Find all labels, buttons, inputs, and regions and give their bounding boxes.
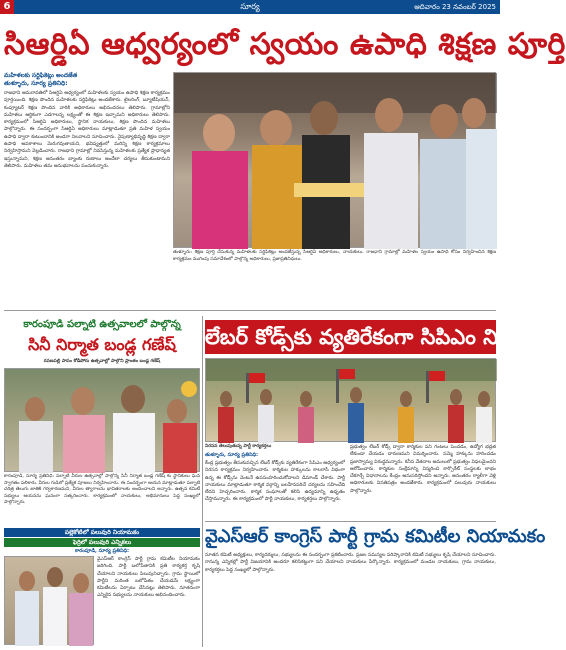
story1-dateline-1: మహిళలకు సర్టిఫికెట్లు అందజేత: [4, 72, 78, 79]
story2-headline-1: కారంపూడి పల్నాటి ఉత్సవాలలో పాల్గొన్న: [23, 319, 181, 330]
story1-photo: [173, 72, 496, 248]
newspaper-name: సూర్య: [240, 2, 260, 11]
story4-byline: కారంపూడి, సూర్య ప్రతినిధి:: [74, 548, 130, 554]
photo-protest-graphic: [206, 359, 497, 443]
story3-photo: [205, 358, 496, 442]
story2-headline-2: సినీ నిర్మాత బండ్ల గణేష్: [28, 335, 176, 354]
story4-subhead-2: ఫెర్రిలో పలువురి ఎన్నికలు: [4, 538, 200, 547]
section-divider: [205, 521, 496, 522]
story3-headline: లేబర్ కోడ్స్‌కు వ్యతిరేకంగా సిపిఎం నిరసన: [205, 320, 496, 354]
story2-photo: [4, 368, 200, 472]
story3-byline: తుళ్ళూరు, సూర్య ప్రతినిధి:: [205, 452, 259, 458]
story1-dateline-2: తుళ్ళూరు, సూర్య ప్రతినిధి:: [4, 80, 68, 87]
story2-subhead: రవణపల్లి పాపం కోడిపోరు ఉత్సవాల్లో పాల్గొని ప్రాంతం బండ్ల గణేష్: [43, 359, 161, 364]
story1-caption: తుళ్ళూరు: శిక్షణ పూర్తి చేసుకున్న మహిళలకు సర్టిఫికెట్లు అందజేస్తున్న సిఆర్డిఏ అధికారులు, నాయకులు. రాజధాని గ్రామాల్లో మహిళల స్వయం ఉపాధి కోసం నిర్వహించిన శిక్షణ కార్యక్రమం ముగింపు సమావేశంలో పాల్గొన్న అధికారులు, ప్రజాప్రతినిధులు.: [173, 250, 496, 262]
page-header: [0, 0, 500, 14]
page-number: 6: [0, 0, 14, 14]
story3-caption: నిరసన తెలుపుతున్న పార్టీ కార్యకర్తలు: [205, 444, 272, 449]
main-headline: సిఆర్డిఏ ఆధ్వర్యంలో స్వయం ఉపాధి శిక్షణ పూర్తి: [4, 27, 566, 62]
story4-body-left: వైఎస్ఆర్ కాంగ్రెస్ పార్టీ గ్రామ కమిటీల నియామకం జరిగింది. పార్టీ బలోపేతానికి ప్రతి కార్యకర్త కృషి చేయాలని నాయకులు పిలుపునిచ్చారు. గ్రామ స్థాయిలో పార్టీని మరింత బలోపేతం చేయడమే లక్ష్యంగా కమిటీలను ఏర్పాటు చేసినట్లు తెలిపారు. నూతనంగా ఎన్నికైన సభ్యులను నాయకులు అభినందించారు.: [97, 557, 200, 599]
story4-body-right: నూతన కమిటీ అధ్యక్షులు, కార్యదర్శులు, సభ్యులను ఈ సందర్భంగా ప్రకటించారు. ప్రజల సమస్యల పరిష్కారానికి కమిటీ సభ్యులు కృషి చేయాలని సూచించారు. రానున్న ఎన్నికల్లో పార్టీ విజయానికి అందరూ కలిసికట్టుగా పని చేయాలని నాయకులు పేర్కొన్నారు. కార్యక్రమంలో మండల నాయకులు, గ్రామ నాయకులు, కార్యకర్తలు పెద్ద సంఖ్యలో పాల్గొన్నారు.: [205, 553, 496, 573]
photo-people-graphic: [5, 557, 95, 646]
story4-headline: వైఎస్ఆర్ కాంగ్రెస్ పార్టీ గ్రామ కమిటీల నియామకం: [205, 526, 546, 547]
story2-caption: కారంపూడి, సూర్య ప్రతినిధి: పల్నాటి వీరుల ఉత్సవాల్లో పాల్గొన్న సినీ నిర్మాత బండ్ల గణేష్ కు స్థానికులు ఘన స్వాగతం పలికారు. వీరుల గుడిలో ప్రత్యేక పూజలు నిర్వహించారు. ఈ సందర్భంగా ఆయన మాట్లాడుతూ పల్నాటి చరిత్ర తెలుగు జాతికి గర్వకారణమని, వీరుల త్యాగాలను భావితరాలకు అందించాలని అన్నారు. ఉత్సవ కమిటీ సభ్యులు ఆయనను ఘనంగా సత్కరించారు. కార్యక్రమంలో నాయకులు, అభిమానులు పెద్ద సంఖ్యలో పాల్గొన్నారు.: [4, 474, 200, 506]
photo-people-graphic: [5, 369, 201, 473]
story3-body-right: ప్రభుత్వం లేబర్ కోడ్స్ ద్వారా కార్మికుల పని గంటలు పెంచడం, ఉద్యోగ భద్రత లేకుండా చేయడం దారుణమని విమర్శించారు. సమ్మె హక్కును హరించడం ప్రజాస్వామ్య విరుద్ధమన్నారు. కనీస వేతనాల అమలులో ప్రభుత్వం విఫలమైందని ఆరోపించారు. కార్మికుల సంక్షేమాన్ని విస్మరించి కార్పొరేట్ సంస్థలకు లాభం చేకూర్చే విధానాలను కేంద్రం అనుసరిస్తోందని అన్నారు. అనంతరం ర్యాలీగా వెళ్లి అధికారులకు వినతిపత్రం అందజేశారు. కార్యక్రమంలో పలువురు నాయకులు పాల్గొన్నారు.: [350, 445, 496, 494]
photo-people-graphic: [174, 73, 497, 249]
story4-subhead-1: పల్లెకోటిలో పలువురి నియామకం: [4, 528, 200, 537]
story3-body-left: కేంద్ర ప్రభుత్వం తీసుకువచ్చిన లేబర్ కోడ్స్‌కు వ్యతిరేకంగా సిపిఎం ఆధ్వర్యంలో నిరసన కార్యక్రమం నిర్వహించారు. కార్మికుల హక్కులను కాలరాసే విధంగా ఉన్న ఈ కోడ్స్‌ను వెంటనే ఉపసంహరించుకోవాలని డిమాండ్ చేశారు. పార్టీ నాయకులు మాట్లాడుతూ కార్మిక వర్గాన్ని బలహీనపరిచే చర్యలను సహించేది లేదని హెచ్చరించారు. కార్మిక సంఘాలతో కలిసి ఉద్యమాన్ని ఉధృతం చేస్తామన్నారు. ఈ కార్యక్రమంలో పార్టీ నాయకులు, కార్యకర్తలు పాల్గొన్నారు.: [205, 461, 345, 503]
section-divider: [4, 310, 496, 311]
story1-body: రాజధాని అమరావతిలో సిఆర్డిఏ ఆధ్వర్యంలో మహిళలకు స్వయం ఉపాధి శిక్షణ కార్యక్రమం పూర్తయింది. శిక్షణ పొందిన మహిళలకు సర్టిఫికెట్లు అందజేశారు. టైలరింగ్, బ్యూటీషియన్, కంప్యూటర్ శిక్షణ పొందిన వారికి అధికారులు అభినందనలు తెలిపారు. గ్రామాల్లోని మహిళలు ఆర్థికంగా ఎదగాలన్న లక్ష్యంతో ఈ శిక్షణ ఇచ్చామని అధికారులు తెలిపారు. కార్యక్రమంలో సిఆర్డిఏ అధికారులు, స్థానిక నాయకులు, శిక్షణ పొందిన మహిళలు పాల్గొన్నారు. ఈ సందర్భంగా సిఆర్డిఏ అధికారులు మాట్లాడుతూ ప్రతి మహిళ స్వయం ఉపాధి ద్వారా కుటుంబానికి అండగా నిలవాలని సూచించారు. నైపుణ్యాభివృద్ధి శిక్షణ ద్వారా ఉపాధి అవకాశాలు మెరుగవుతాయని, భవిష్యత్తులో మరిన్ని శిక్షణ కార్యక్రమాలు నిర్వహిస్తామని వెల్లడించారు. రాజధాని గ్రామాల్లో నివసిస్తున్న మహిళలకు ప్రత్యేక ప్రాధాన్యత ఇస్తున్నామని, శిక్షణ అనంతరం బ్యాంకు రుణాలు అందేలా చర్యలు తీసుకుంటామని తెలిపారు. మహిళలు తమ అనుభవాలను పంచుకున్నారు.: [4, 91, 170, 169]
publication-date: ఆదివారం 23 నవంబర్ 2025: [414, 3, 496, 11]
story4-photo: [4, 556, 94, 645]
column-divider: [202, 316, 203, 647]
